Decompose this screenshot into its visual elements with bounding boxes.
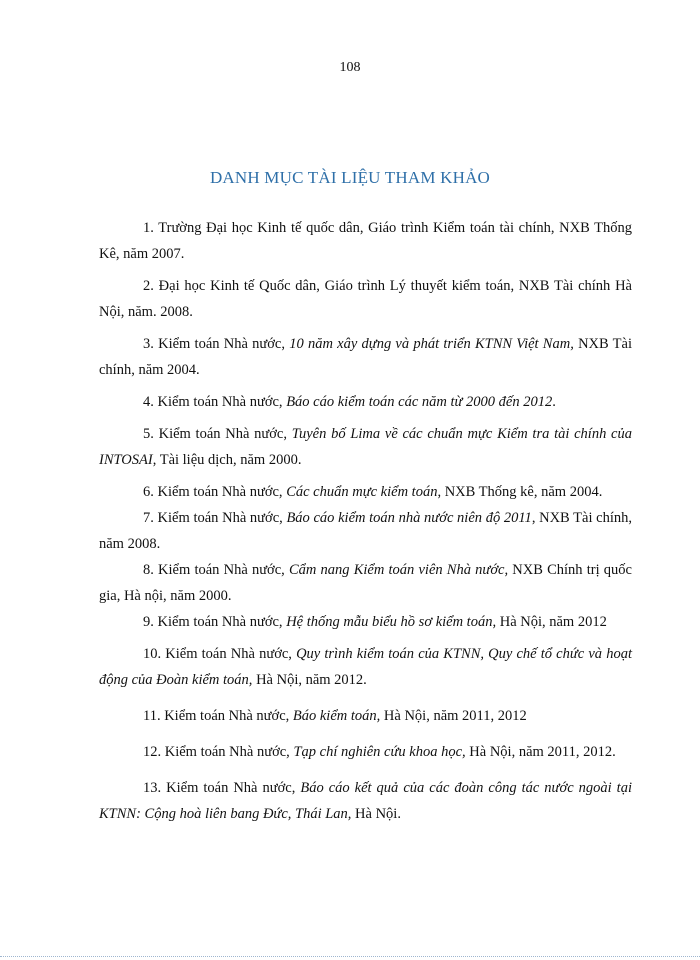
reference-item: 5. Kiểm toán Nhà nước, Tuyên bố Lima về các chuẩn mực Kiểm tra tài chính của INTOSAI, Tài liệu dịch, năm 2000. — [99, 426, 632, 468]
reference-item: 13. Kiểm toán Nhà nước, Báo cáo kết quả của các đoàn công tác nước ngoài tại KTNN: Cộng hoà liên bang Đức, Thái Lan, Hà Nội. — [99, 780, 632, 822]
reference-item: 7. Kiểm toán Nhà nước, Báo cáo kiểm toán nhà nước niên độ 2011, NXB Tài chính, năm 2008. — [99, 510, 632, 552]
page-number: 108 — [339, 60, 361, 75]
page-title: DANH MỤC TÀI LIỆU THAM KHẢO — [209, 168, 491, 187]
reference-item: 11. Kiểm toán Nhà nước, Báo kiểm toán, Hà Nội, năm 2011, 2012 — [143, 708, 527, 724]
reference-item: 12. Kiểm toán Nhà nước, Tạp chí nghiên cứu khoa học, Hà Nội, năm 2011, 2012. — [143, 744, 616, 760]
reference-list — [99, 215, 632, 827]
reference-item: 3. Kiểm toán Nhà nước, 10 năm xây dựng và phát triển KTNN Việt Nam, NXB Tài chính, năm 2004. — [99, 336, 632, 378]
reference-item: 2. Đại học Kinh tế Quốc dân, Giáo trình Lý thuyết kiểm toán, NXB Tài chính Hà Nội, năm. 2008. — [99, 278, 632, 320]
reference-item: 4. Kiểm toán Nhà nước, Báo cáo kiểm toán các năm từ 2000 đến 2012. — [143, 394, 556, 410]
reference-item: 8. Kiểm toán Nhà nước, Cẩm nang Kiểm toán viên Nhà nước, NXB Chính trị quốc gia, Hà nội, năm 2000. — [99, 562, 632, 604]
reference-item: 6. Kiểm toán Nhà nước, Các chuẩn mực kiểm toán, NXB Thống kê, năm 2004. — [143, 484, 603, 500]
reference-item: 10. Kiểm toán Nhà nước, Quy trình kiểm toán của KTNN, Quy chế tổ chức và hoạt động của Đoàn kiểm toán, Hà Nội, năm 2012. — [99, 646, 632, 688]
bottom-divider — [0, 956, 700, 957]
reference-item: 9. Kiểm toán Nhà nước, Hệ thống mẫu biểu hồ sơ kiểm toán, Hà Nội, năm 2012 — [143, 614, 607, 630]
reference-item: 1. Trường Đại học Kinh tế quốc dân, Giáo trình Kiểm toán tài chính, NXB Thống Kê, năm 2007. — [99, 220, 632, 262]
